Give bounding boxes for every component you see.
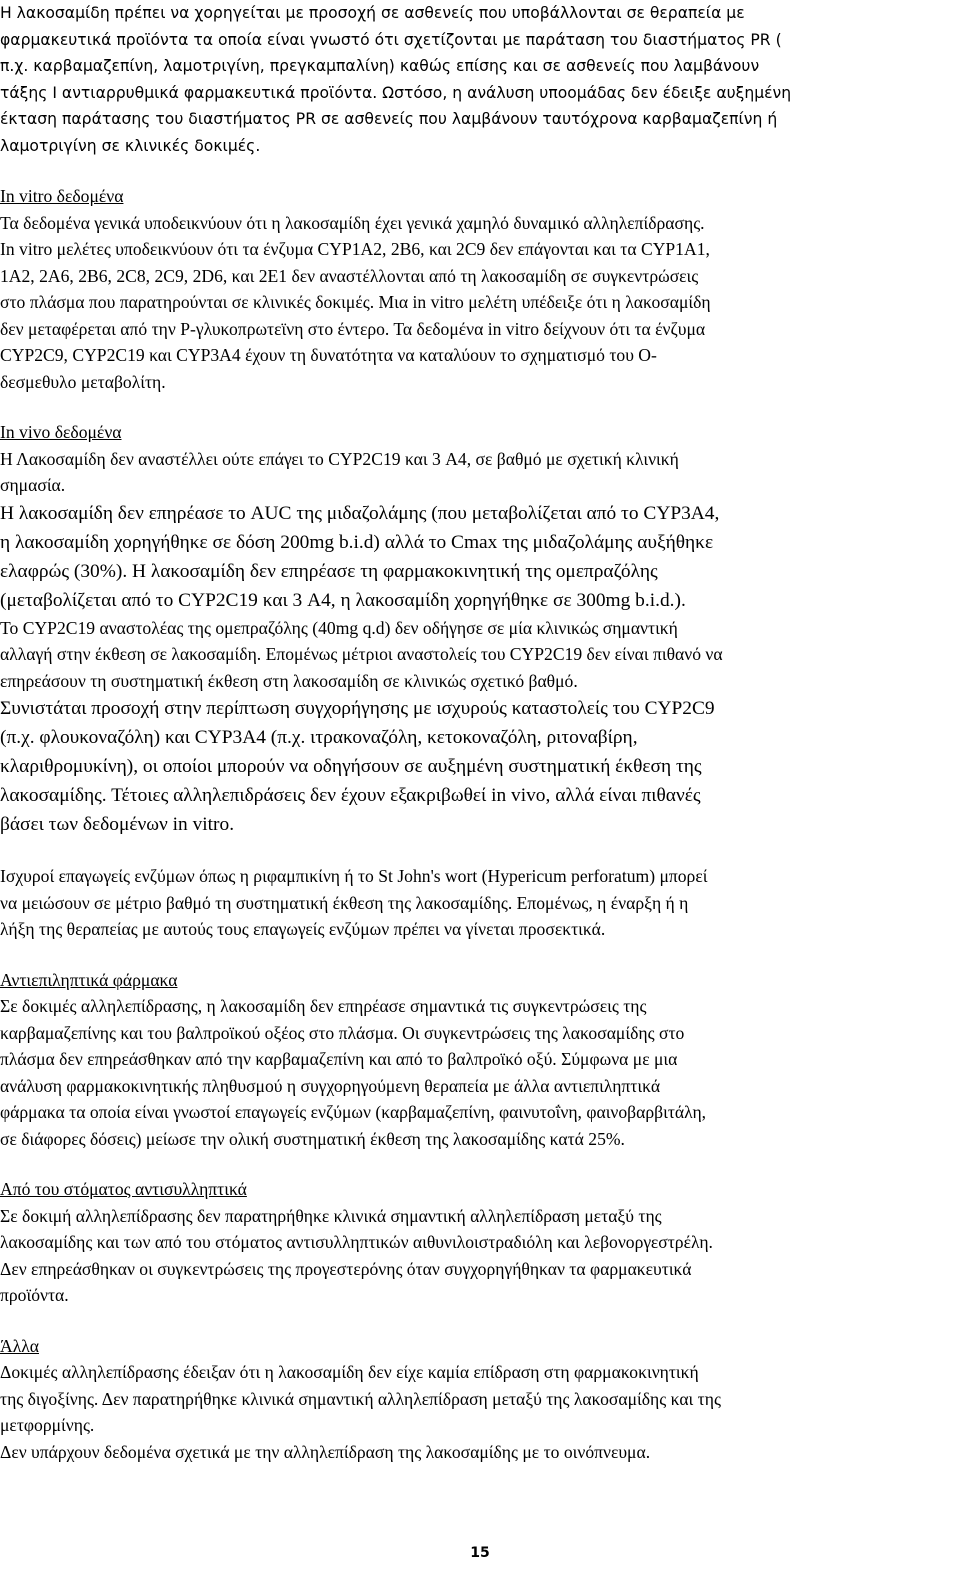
text-line: ελαφρώς (30%). Η λακοσαμίδη δεν επηρέασε τη φαρμακοκινητική της ομεπραζόλης	[0, 560, 658, 582]
text-line: ανάλυση φαρμακοκινητικής πληθυσμού η συγχορηγούμενη θεραπεία με άλλα αντιεπιληπτικά	[0, 1075, 661, 1096]
text-line: Δοκιμές αλληλεπίδρασης έδειξαν ότι η λακοσαμίδη δεν είχε καμία επίδραση στη φαρμακοκινητική	[0, 1362, 699, 1382]
text-line: σημασία.	[0, 475, 66, 495]
text-line: στο πλάσμα που παρατηρούνται σε κλινικές δοκιμές. Μια in vitro μελέτη υπέδειξε ότι η λακοσαμίδη	[0, 292, 711, 312]
in-vivo-heading: In vivo δεδομένα	[0, 422, 122, 442]
text-line: Δεν επηρεάσθηκαν οι συγκεντρώσεις της προγεστερόνης όταν συγχορηγήθηκαν τα φαρμακευτικά	[0, 1258, 692, 1279]
text-line: In vitro μελέτες υποδεικνύουν ότι τα ένζυμα CYP1A2, 2B6, και 2C9 δεν επάγονται και τα CYP1A1,	[0, 239, 710, 259]
oral-contraceptives-section	[0, 1176, 952, 1309]
other-heading: Άλλα	[0, 1335, 39, 1356]
antiepileptics-section	[0, 967, 952, 1153]
in-vitro-section	[0, 183, 952, 395]
text-line: λακοσαμίδης και των από του στόματος αντισυλληπτικών αιθυνιλοιστραδιόλη και λεβονοργεστρέλη.	[0, 1232, 713, 1252]
antiepileptics-heading: Αντιεπιληπτικά φάρμακα	[0, 969, 178, 990]
text-line: Η Λακοσαμίδη δεν αναστέλλει ούτε επάγει το CYP2C19 και 3 A4, σε βαθμό με σχετική κλινική	[0, 448, 679, 469]
text-line: Τα δεδομένα γενικά υποδεικνύουν ότι η λακοσαμίδη έχει γενικά χαμηλό δυναμικό αλληλεπίδρασης.	[0, 212, 705, 233]
in-vitro-heading: In vitro δεδομένα	[0, 186, 124, 206]
text-line: Η λακοσαμίδη πρέπει να χορηγείται με προσοχή σε ασθενείς που υποβάλλονται σε θεραπεία με	[0, 4, 745, 22]
text-line: πλάσμα δεν επηρεάσθηκαν από την καρβαμαζεπίνη και από το βαλπροϊκό οξύ. Σύμφωνα με μια	[0, 1049, 678, 1069]
text-line: δεν μεταφέρεται από την P-γλυκοπρωτεϊνη στο έντερο. Τα δεδομένα in vitro δείχνουν ότι τα ένζυμα	[0, 318, 706, 339]
page-number: 15	[470, 1545, 490, 1561]
text-line: (μεταβολίζεται από το CYP2C19 και 3 A4, η λακοσαμίδη χορηγήθηκε σε 300mg b.i.d.).	[0, 589, 686, 611]
text-line: λαμοτριγίνη σε κλινικές δοκιμές.	[0, 136, 261, 155]
text-line: κλαριθρομυκίνη), οι οποίοι μπορούν να οδηγήσουν σε αυξημένη συστηματική έκθεση της	[0, 756, 702, 777]
text-line: η λακοσαμίδη χορηγήθηκε σε δόση 200mg b.i.d) αλλά το Cmax της μιδαζολάμης αυξήθηκε	[0, 531, 714, 553]
text-line: Δεν υπάρχουν δεδομένα σχετικά με την αλληλεπίδραση της λακοσαμίδης με το οινόπνευμα.	[0, 1441, 651, 1462]
text-line: Σε δοκιμή αλληλεπίδρασης δεν παρατηρήθηκε κλινικά σημαντική αλληλεπίδραση μεταξύ της	[0, 1205, 662, 1226]
enzyme-inducers-paragraph	[0, 863, 952, 943]
text-line: λήξη της θεραπείας με αυτούς τους επαγωγείς ενζύμων πρέπει να γίνεται προσεκτικά.	[0, 919, 606, 939]
text-line: μετφορμίνης.	[0, 1415, 95, 1435]
text-line: Το CYP2C19 αναστολέας της ομεπραζόλης (40mg q.d) δεν οδήγησε σε μία κλινικώς σημαντική	[0, 617, 678, 638]
text-line: δεσμεθυλο μεταβολίτη.	[0, 371, 166, 392]
text-line: να μειώσουν σε μέτριο βαθμό τη συστηματική έκθεση της λακοσαμίδης. Επομένως, η έναρξη ή η	[0, 892, 689, 913]
text-line: λακοσαμίδης. Τέτοιες αλληλεπιδράσεις δεν έχουν εξακριβωθεί in vivo, αλλά είναι πιθανές	[0, 785, 701, 806]
text-line: (π.χ. φλουκοναζόλη) και CYP3A4 (π.χ. ιτρακοναζόλη, κετοκοναζόλη, ριτοναβίρη,	[0, 727, 638, 748]
text-line: Η λακοσαμίδη δεν επηρέασε το AUC της μιδαζολάμης (που μεταβολίζεται από το CYP3A4,	[0, 502, 720, 524]
text-line: της διγοξίνης. Δεν παρατηρήθηκε κλινικά σημαντική αλληλεπίδραση μεταξύ της λακοσαμίδης και της	[0, 1388, 721, 1409]
text-line: επηρεάσουν τη συστηματική έκθεση στη λακοσαμίδη σε κλινικώς σχετικό βαθμό.	[0, 670, 578, 691]
text-line: φάρμακα τα οποία είναι γνωστοί επαγωγείς ενζύμων (καρβαμαζεπίνη, φαινυτοΐνη, φαινοβαρβιτάλη,	[0, 1102, 707, 1122]
in-vivo-section	[0, 419, 952, 839]
text-line: φαρμακευτικά προϊόντα τα οποία είναι γνωστό ότι σχετίζονται με παράταση του διαστήματος PR (	[0, 30, 782, 49]
text-line: αλλαγή στην έκθεση σε λακοσαμίδη. Επομένως μέτριοι αναστολείς του CYP2C19 δεν είναι πιθανό να	[0, 644, 723, 664]
text-line: Ισχυροί επαγωγείς ενζύμων όπως η ριφαμπικίνη ή το St John's wort (Hypericum perforatum) μπορεί	[0, 866, 708, 886]
text-line: έκταση παράτασης του διαστήματος PR σε ασθενείς που λαμβάνουν ταυτόχρονα καρβαμαζεπίνη ή	[0, 110, 778, 128]
text-line: Συνιστάται προσοχή στην περίπτωση συγχορήγησης με ισχυρούς καταστολείς του CYP2C9	[0, 698, 715, 719]
text-line: 1A2, 2A6, 2B6, 2C8, 2C9, 2D6, και 2E1 δεν αναστέλλονται από τη λακοσαμίδη σε συγκεντρώσεις	[0, 265, 699, 286]
pr-interval-paragraph	[0, 0, 952, 159]
other-section	[0, 1333, 952, 1466]
text-line: Σε δοκιμές αλληλεπίδρασης, η λακοσαμίδη δεν επηρέασε σημαντικά τις συγκεντρώσεις της	[0, 996, 647, 1016]
text-line: π.χ. καρβαμαζεπίνη, λαμοτριγίνη, πρεγκαμπαλίνη) καθώς επίσης και σε ασθενείς που λαμβάνουν	[0, 57, 760, 75]
text-line: τάξης I αντιαρρυθμικά φαρμακευτικά προϊόντα. Ωστόσο, η ανάλυση υποομάδας δεν έδειξε αυξημένη	[0, 83, 792, 102]
text-line: CYP2C9, CYP2C19 και CYP3A4 έχουν τη δυνατότητα να καταλύουν το σχηματισμό του O-	[0, 345, 657, 365]
text-line: σε διάφορες δόσεις) μείωσε την ολική συστηματική έκθεση της λακοσαμίδης κατά 25%.	[0, 1128, 625, 1149]
text-line: προϊόντα.	[0, 1285, 69, 1305]
text-line: βάσει των δεδομένων in vitro.	[0, 814, 235, 835]
text-line: καρβαμαζεπίνης και του βαλπροϊκού οξέος στο πλάσμα. Οι συγκεντρώσεις της λακοσαμίδης στο	[0, 1022, 685, 1043]
oral-contraceptives-heading: Από του στόματος αντισυλληπτικά	[0, 1179, 247, 1199]
